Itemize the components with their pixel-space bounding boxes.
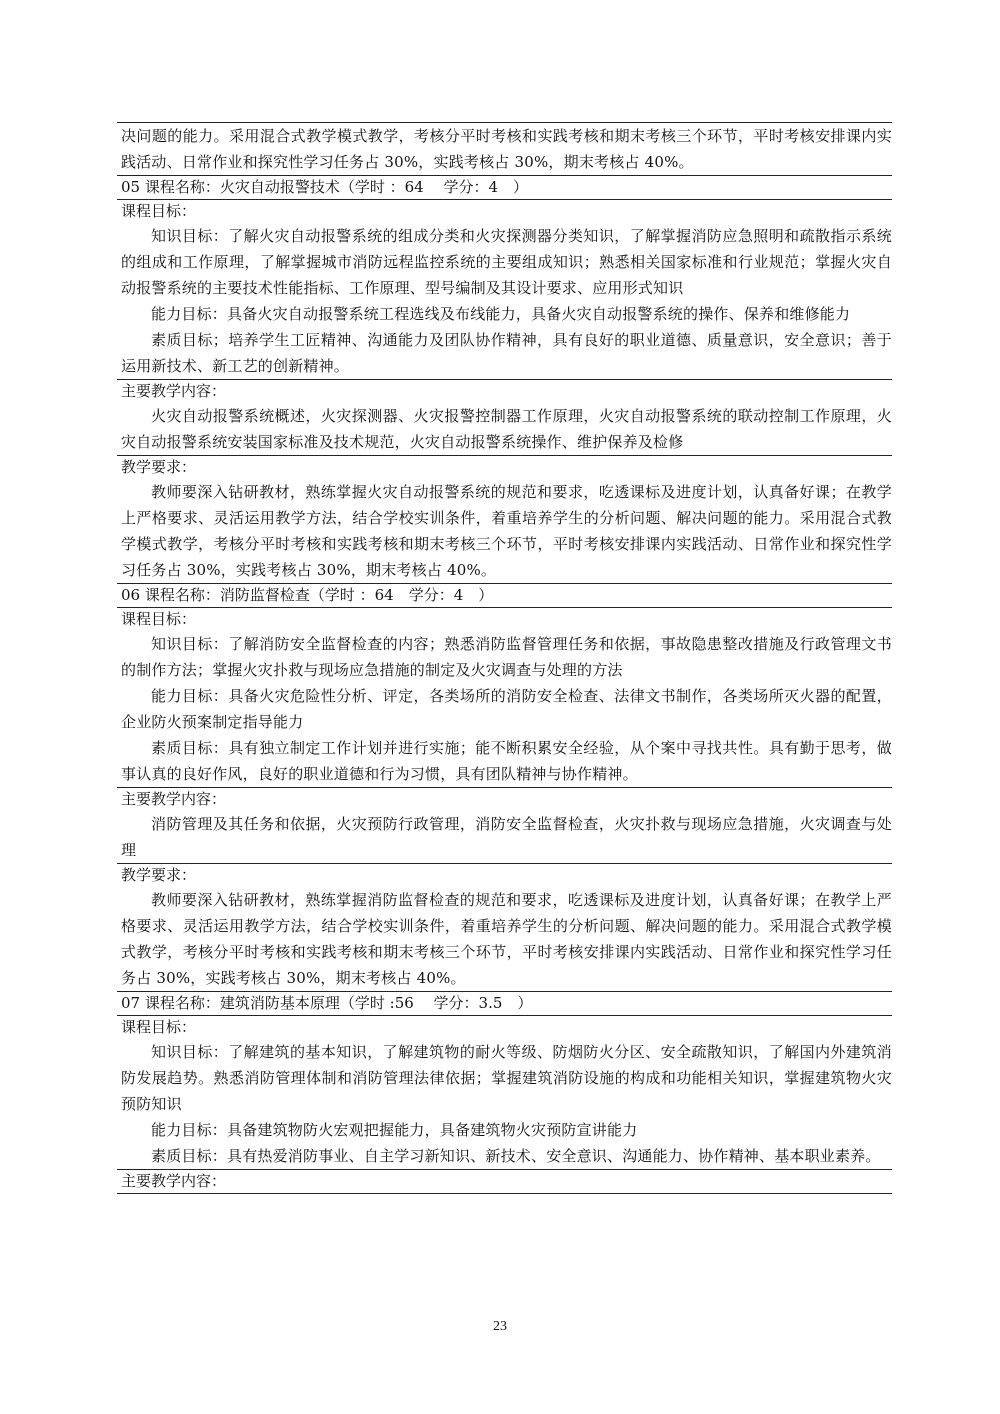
- course-07-content-row: [117, 1170, 892, 1194]
- course-05-title-row: [117, 176, 892, 200]
- course-07-goals-row: [117, 1016, 892, 1170]
- top-continuation-row: [117, 123, 892, 176]
- requirements-label: 教学要求：: [121, 458, 197, 476]
- ability-goal: 能力目标：具备火灾自动报警系统工程选线及布线能力，具备火灾自动报警系统的操作、保养和维修能力: [151, 305, 851, 323]
- course-05-content-row: [117, 380, 892, 456]
- ability-goal: 能力目标：具备建筑物防火宏观把握能力，具备建筑物火灾预防宣讲能力: [151, 1121, 638, 1139]
- course-06-goals-row: [117, 608, 892, 788]
- goals-label: 课程目标：: [121, 1018, 197, 1036]
- requirements-label: 教学要求：: [121, 866, 197, 884]
- quality-goal: 素质目标；培养学生工匠精神、沟通能力及团队协作精神，具有良好的职业道德、质量意识，安全意识；善于运用新技术、新工艺的创新精神。: [121, 331, 892, 375]
- quality-goal: 素质目标：具有独立制定工作计划并进行实施；能不断积累安全经验，从个案中寻找共性。具有勤于思考，做事认真的良好作风，良好的职业道德和行为习惯，具有团队精神与协作精神。: [121, 739, 892, 783]
- course-title-prefix: 06 课程名称：: [121, 586, 220, 604]
- requirements-text: 教师要深入钻研教材，熟练掌握消防监督检查的规范和要求，吃透课标及进度计划，认真备好课；在教学上严格要求、灵活运用教学方法，结合学校实训条件，着重培养学生的分析问题、解决问题的能力。采用混合式教学模式教学，考核分平时考核和实践考核和期末考核三个环节，平时考核安排课内实践活动、日常作业和探究性学习任务占 30%，实践考核占 30%，期末考核占 40%。: [121, 891, 892, 987]
- course-title-hours: （学时 ：64 学分：4 ）: [339, 178, 529, 196]
- content-text: 火灾自动报警系统概述，火灾探测器、火灾报警控制器工作原理，火灾自动报警系统的联动控制工作原理，火灾自动报警系统安装国家标准及技术规范，火灾自动报警系统操作、维护保养及检修: [121, 407, 892, 451]
- requirements-text: 教师要深入钻研教材，熟练掌握火灾自动报警系统的规范和要求，吃透课标及进度计划，认真备好课；在教学上严格要求、灵活运用教学方法，结合学校实训条件，着重培养学生的分析问题、解决问题的能力。采用混合式教学模式教学，考核分平时考核和实践考核和期末考核三个环节，平时考核安排课内实践活动、日常作业和探究性学习任务占 30%，实践考核占 30%，期末考核占 40%。: [121, 483, 892, 579]
- course-06-content-row: [117, 788, 892, 864]
- course-title-name: 建筑消防基本原理: [219, 994, 340, 1012]
- course-title-name: 消防监督检查: [219, 586, 310, 604]
- course-title-prefix: 07 课程名称：: [121, 994, 220, 1012]
- course-07-title-row: [117, 992, 892, 1016]
- course-title-hours: （学时 :56 学分：3.5 ）: [339, 994, 533, 1012]
- course-05-requirements-row: [117, 456, 892, 584]
- goals-label: 课程目标：: [121, 610, 197, 628]
- course-05-goals-row: [117, 200, 892, 380]
- course-06-requirements-row: [117, 864, 892, 992]
- knowledge-goal: 知识目标：了解消防安全监督检查的内容；熟悉消防监督管理任务和依据，事故隐患整改措施及行政管理文书的制作方法；掌握火灾扑救与现场应急措施的制定及火灾调查与处理的方法: [121, 635, 892, 679]
- course-title-hours: （学时 ：64 学分：4 ）: [309, 586, 494, 604]
- content-text: 消防管理及其任务和依据，火灾预防行政管理，消防安全监督检查，火灾扑救与现场应急措施，火灾调查与处理: [121, 815, 892, 859]
- knowledge-goal: 知识目标：了解火灾自动报警系统的组成分类和火灾探测器分类知识，了解掌握消防应急照明和疏散指示系统的组成和工作原理，了解掌握城市消防远程监控系统的主要组成知识；熟悉相关国家标准和行业规范；掌握火灾自动报警系统的主要技术性能指标、工作原理、型号编制及其设计要求、应用形式知识: [121, 227, 892, 297]
- ability-goal: 能力目标：具备火灾危险性分析、评定，各类场所的消防安全检查、法律文书制作，各类场所灭火器的配置，企业防火预案制定指导能力: [121, 687, 892, 731]
- content-label: 主要教学内容：: [121, 382, 227, 400]
- goals-label: 课程目标：: [121, 202, 197, 220]
- course-06-title-row: [117, 584, 892, 608]
- content-label: 主要教学内容：: [121, 1172, 227, 1190]
- continuation-text: 决问题的能力。采用混合式教学模式教学，考核分平时考核和实践考核和期末考核三个环节，平时考核安排课内实践活动、日常作业和探究性学习任务占 30%，实践考核占 30%，期末考核占 40%。: [121, 127, 892, 171]
- page-number: 23: [493, 1319, 507, 1334]
- knowledge-goal: 知识目标：了解建筑的基本知识，了解建筑物的耐火等级、防烟防火分区、安全疏散知识，了解国内外建筑消防发展趋势。熟悉消防管理体制和消防管理法律依据；掌握建筑消防设施的构成和功能相关知识，掌握建筑物火灾预防知识: [121, 1043, 892, 1113]
- course-title-prefix: 05 课程名称：: [121, 178, 220, 196]
- content-label: 主要教学内容：: [121, 790, 227, 808]
- course-table: [117, 122, 892, 1194]
- quality-goal: 素质目标：具有热爱消防事业、自主学习新知识、新技术、安全意识、沟通能力、协作精神、基本职业素养。: [151, 1147, 881, 1165]
- course-title-name: 火灾自动报警技术: [219, 178, 340, 196]
